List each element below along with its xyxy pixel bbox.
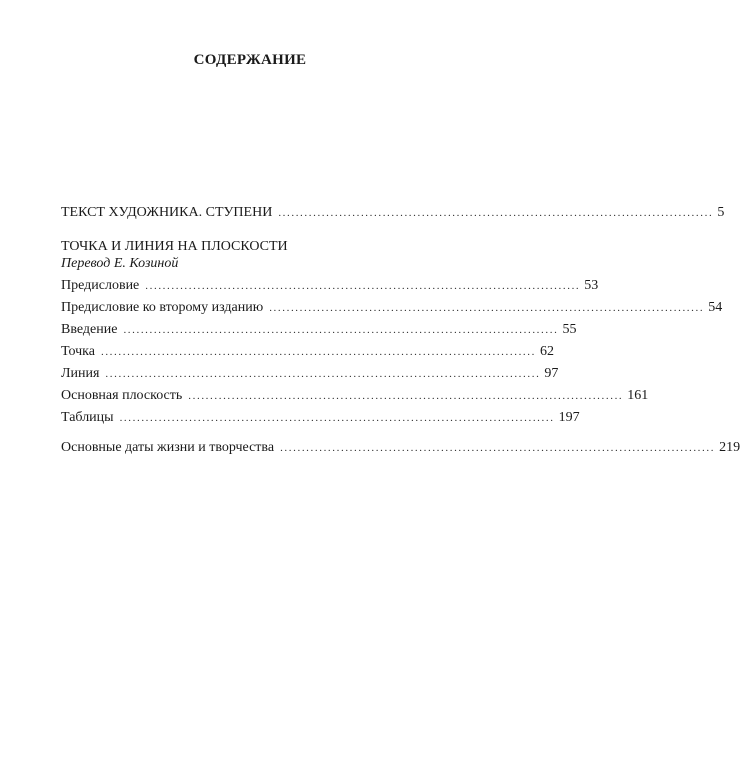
section-title: ТОЧКА И ЛИНИЯ НА ПЛОСКОСТИ — [61, 239, 288, 254]
toc-entry-label: Основные даты жизни и творчества — [61, 440, 275, 455]
toc-entry-page: 62 — [539, 344, 554, 359]
leader-dots: .................................................................................................... — [105, 368, 541, 380]
page-title: СОДЕРЖАНИЕ — [193, 52, 307, 68]
toc-entry-label: Таблицы — [61, 410, 114, 425]
toc-entry[interactable] — [61, 320, 577, 340]
toc-entry-label: Основная плоскость — [61, 388, 183, 403]
toc-entry-page: 55 — [562, 322, 577, 337]
toc-entry-label: Предисловие ко второму изданию — [61, 300, 264, 315]
toc-entry-label: ТЕКСТ ХУДОЖНИКА. СТУПЕНИ — [61, 205, 273, 220]
toc-entry[interactable] — [61, 276, 599, 296]
toc-entry-label: Введение — [61, 322, 118, 337]
section-subtitle: Перевод Е. Козиной — [61, 256, 179, 271]
toc-entry[interactable] — [61, 408, 580, 428]
toc-entry[interactable] — [61, 342, 554, 362]
toc-entry-label: Предисловие — [61, 278, 140, 293]
toc-entry-page: 219 — [719, 440, 740, 455]
toc-entry-page: 53 — [584, 278, 599, 293]
leader-dots: .................................................................................................... — [123, 324, 559, 336]
leader-dots: .................................................................................................... — [278, 207, 714, 219]
leader-dots: .................................................................................................... — [100, 346, 536, 358]
leader-dots: .................................................................................................... — [188, 390, 624, 402]
toc-entry-page: 5 — [717, 205, 725, 220]
toc-entry[interactable] — [61, 438, 740, 458]
toc-entry-page: 97 — [544, 366, 559, 381]
toc-entry[interactable] — [61, 203, 725, 223]
leader-dots: .................................................................................................... — [119, 412, 555, 424]
toc-entry-page: 197 — [558, 410, 580, 425]
toc-entry-page: 54 — [708, 300, 723, 315]
toc-entry-label: Линия — [61, 366, 100, 381]
toc-entry-label: Точка — [61, 344, 95, 359]
toc-entry-page: 161 — [627, 388, 649, 403]
leader-dots: .................................................................................................... — [145, 280, 581, 292]
leader-dots: .................................................................................................... — [280, 442, 716, 454]
leader-dots: .................................................................................................... — [269, 302, 705, 314]
toc-entry[interactable] — [61, 298, 723, 318]
toc-entry[interactable] — [61, 364, 559, 384]
toc-entry[interactable] — [61, 386, 649, 406]
